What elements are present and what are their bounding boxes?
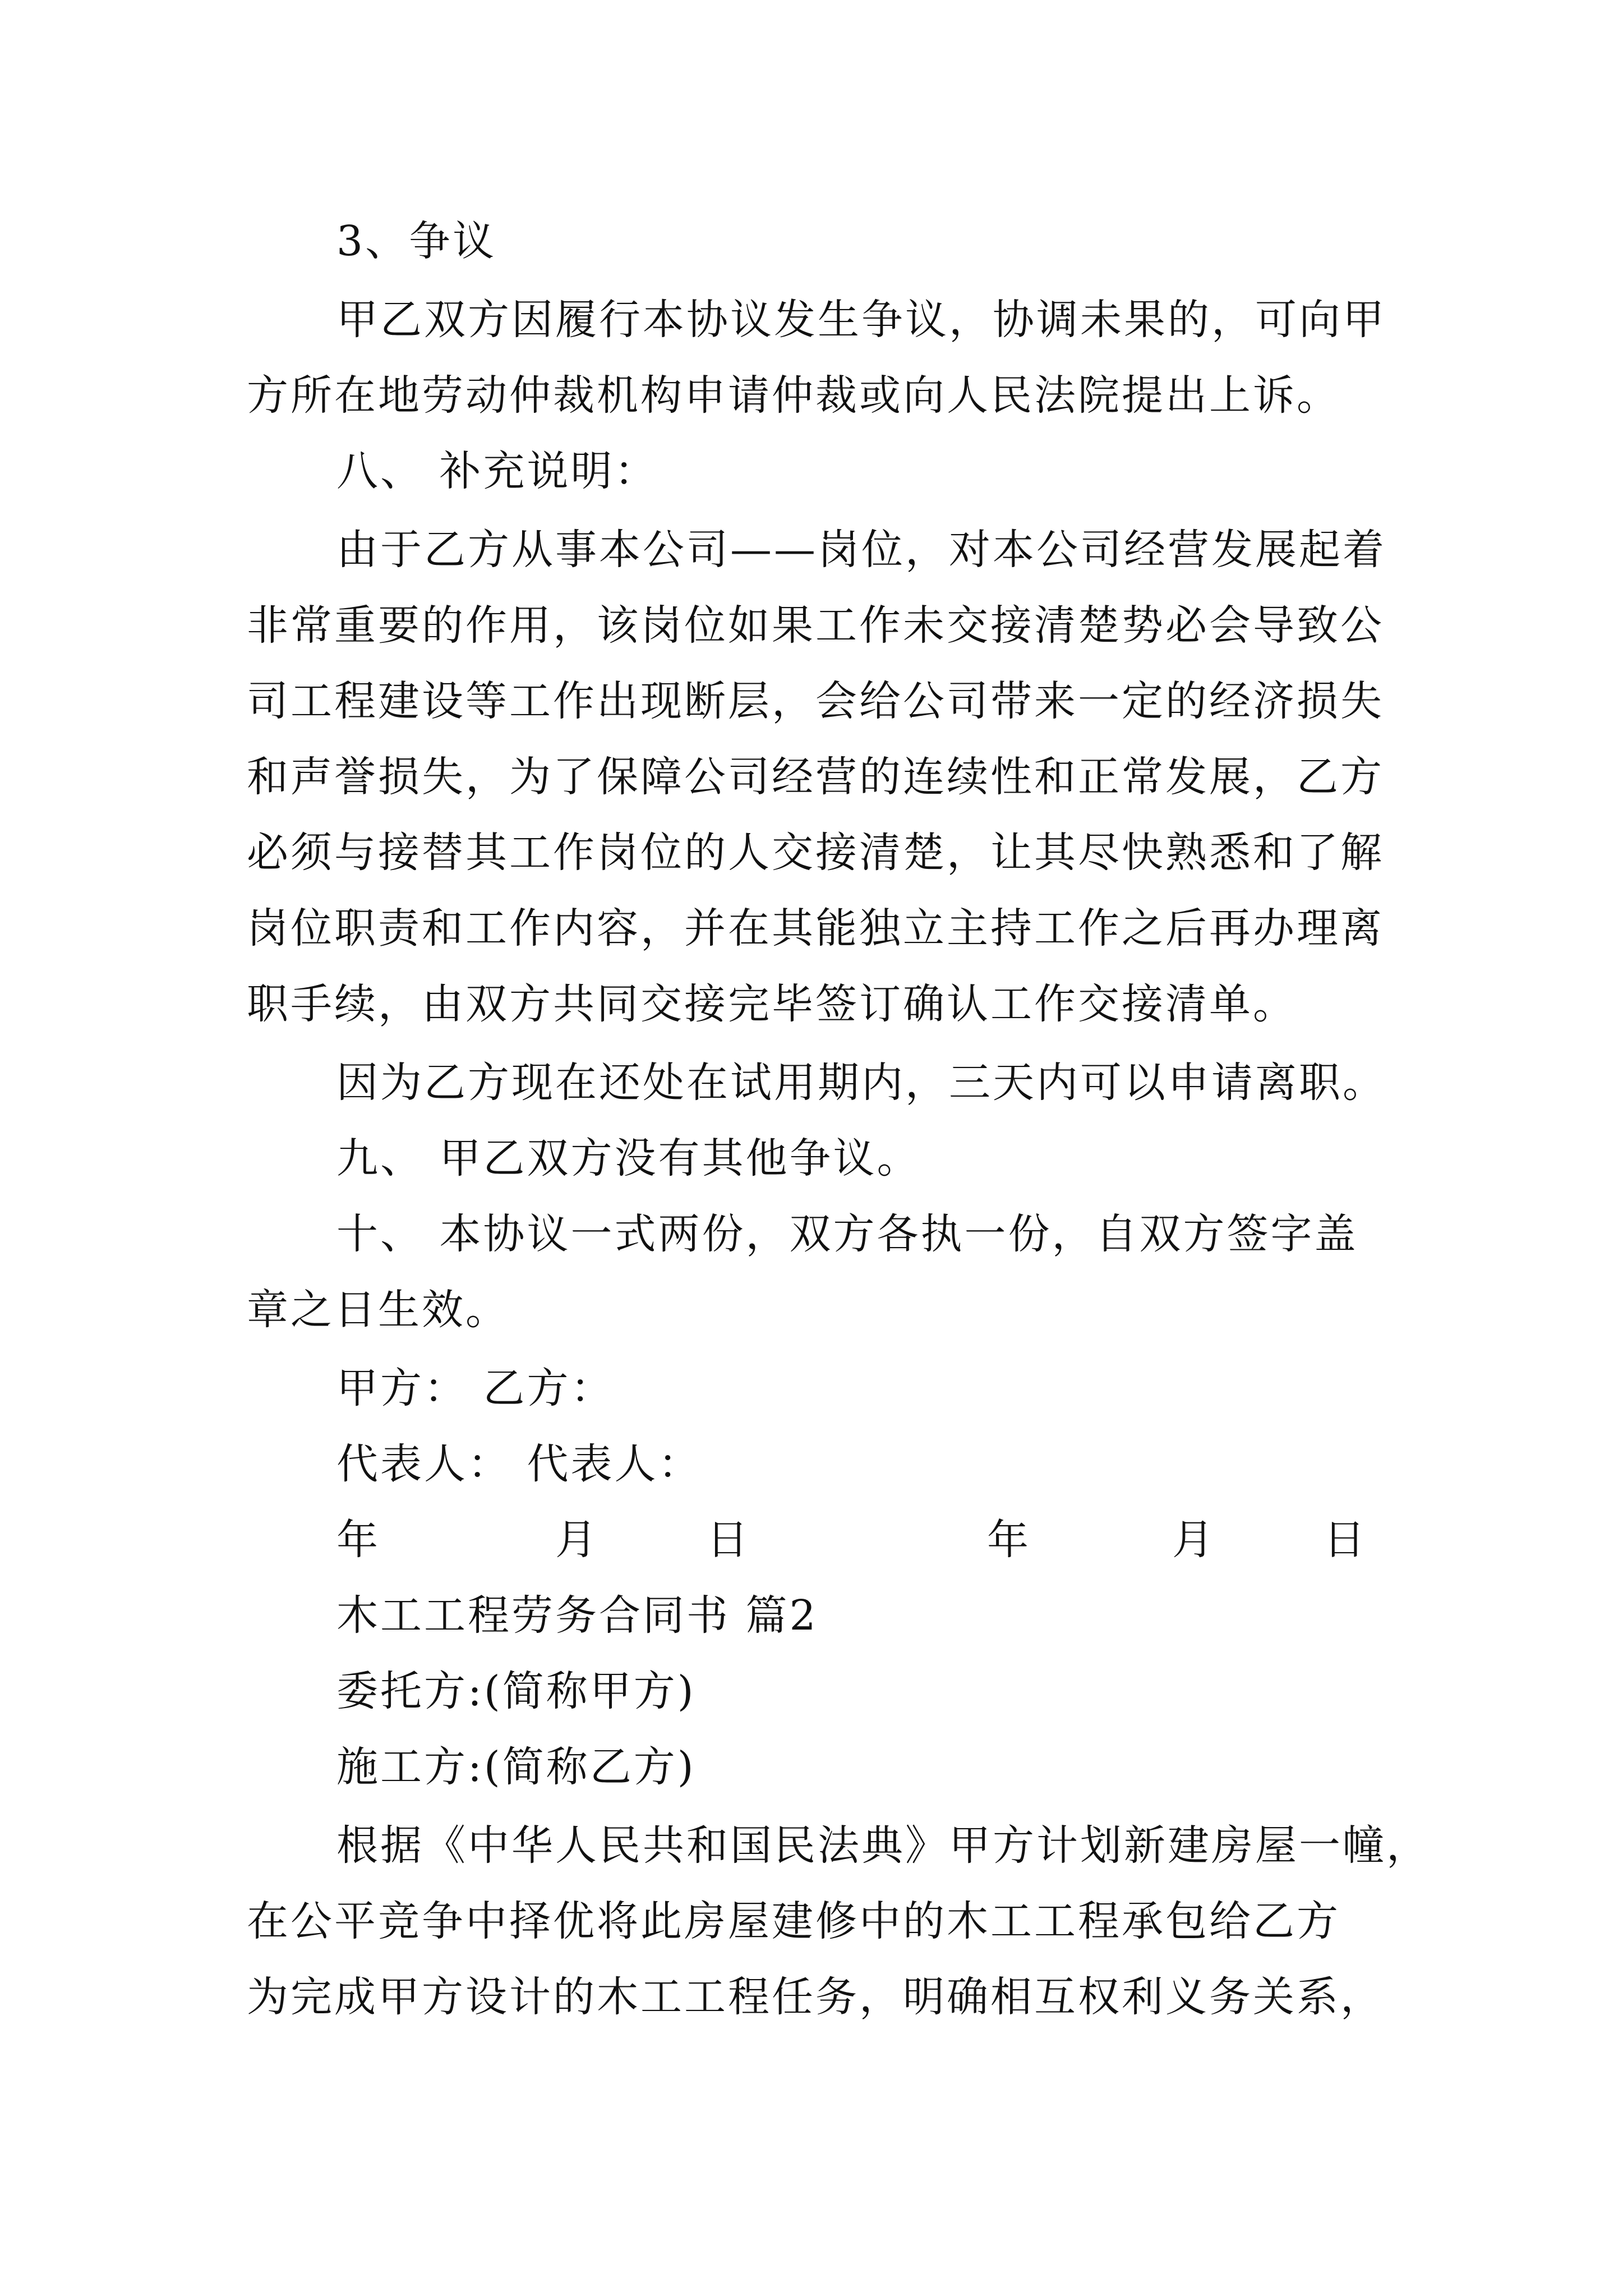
paragraph-line: 非常重要的作用，该岗位如果工作未交接清楚势必会导致公: [247, 601, 1384, 650]
date-day-2: 日: [1324, 1516, 1365, 1564]
paragraph-line: 因为乙方现在还处在试用期内，三天内可以申请离职。: [336, 1059, 1386, 1107]
paragraph-line: 职手续，由双方共同交接完毕签订确认工作交接清单。: [247, 980, 1297, 1028]
paragraph-line: 必须与接替其工作岗位的人交接清楚，让其尽快熟悉和了解: [247, 829, 1384, 877]
paragraph-line: 章之日生效。: [247, 1286, 509, 1334]
paragraph-line: 方所在地劳动仲裁机构申请仲裁或向人民法院提出上诉。: [247, 371, 1340, 420]
section-heading-supplement: 八、 补充说明：: [336, 447, 658, 495]
client-line: 委托方:(简称甲方): [336, 1667, 696, 1715]
paragraph-line: 根据《中华人民共和国民法典》甲方计划新建房屋一幢，: [336, 1821, 1430, 1870]
date-year-1: 年: [336, 1516, 378, 1564]
date-year-2: 年: [987, 1516, 1029, 1564]
date-day-1: 日: [707, 1516, 748, 1564]
signature-parties: 甲方： 乙方：: [336, 1364, 615, 1412]
section-heading-dispute: 3、争议: [336, 217, 497, 265]
paragraph-line: 由于乙方从事本公司——岗位，对本公司经营发展起着: [336, 526, 1386, 574]
paragraph-line: 为完成甲方设计的木工工程任务，明确相互权利义务关系，: [247, 1973, 1384, 2021]
contract-title: 木工工程劳务合同书 篇2: [336, 1591, 818, 1640]
paragraph-line: 在公平竞争中择优将此房屋建修中的木工工程承包给乙方: [247, 1897, 1340, 1945]
signature-representatives: 代表人： 代表人：: [336, 1440, 702, 1488]
paragraph-line: 岗位职责和工作内容，并在其能独立主持工作之后再办理离: [247, 904, 1384, 953]
signature-date-row: [336, 1512, 1391, 1568]
paragraph-line: 和声誉损失，为了保障公司经营的连续性和正常发展，乙方: [247, 753, 1384, 801]
paragraph-line: 司工程建设等工作出现断层，会给公司带来一定的经济损失: [247, 677, 1384, 725]
date-month-2: 月: [1172, 1516, 1214, 1564]
contractor-line: 施工方:(简称乙方): [336, 1743, 696, 1791]
paragraph-line: 甲乙双方因履行本协议发生争议，协调未果的，可向甲: [336, 296, 1386, 344]
date-month-1: 月: [555, 1516, 597, 1564]
section-heading-ten: 十、 本协议一式两份，双方各执一份，自双方签字盖: [336, 1210, 1358, 1258]
section-heading-nine: 九、 甲乙双方没有其他争议。: [336, 1134, 921, 1182]
